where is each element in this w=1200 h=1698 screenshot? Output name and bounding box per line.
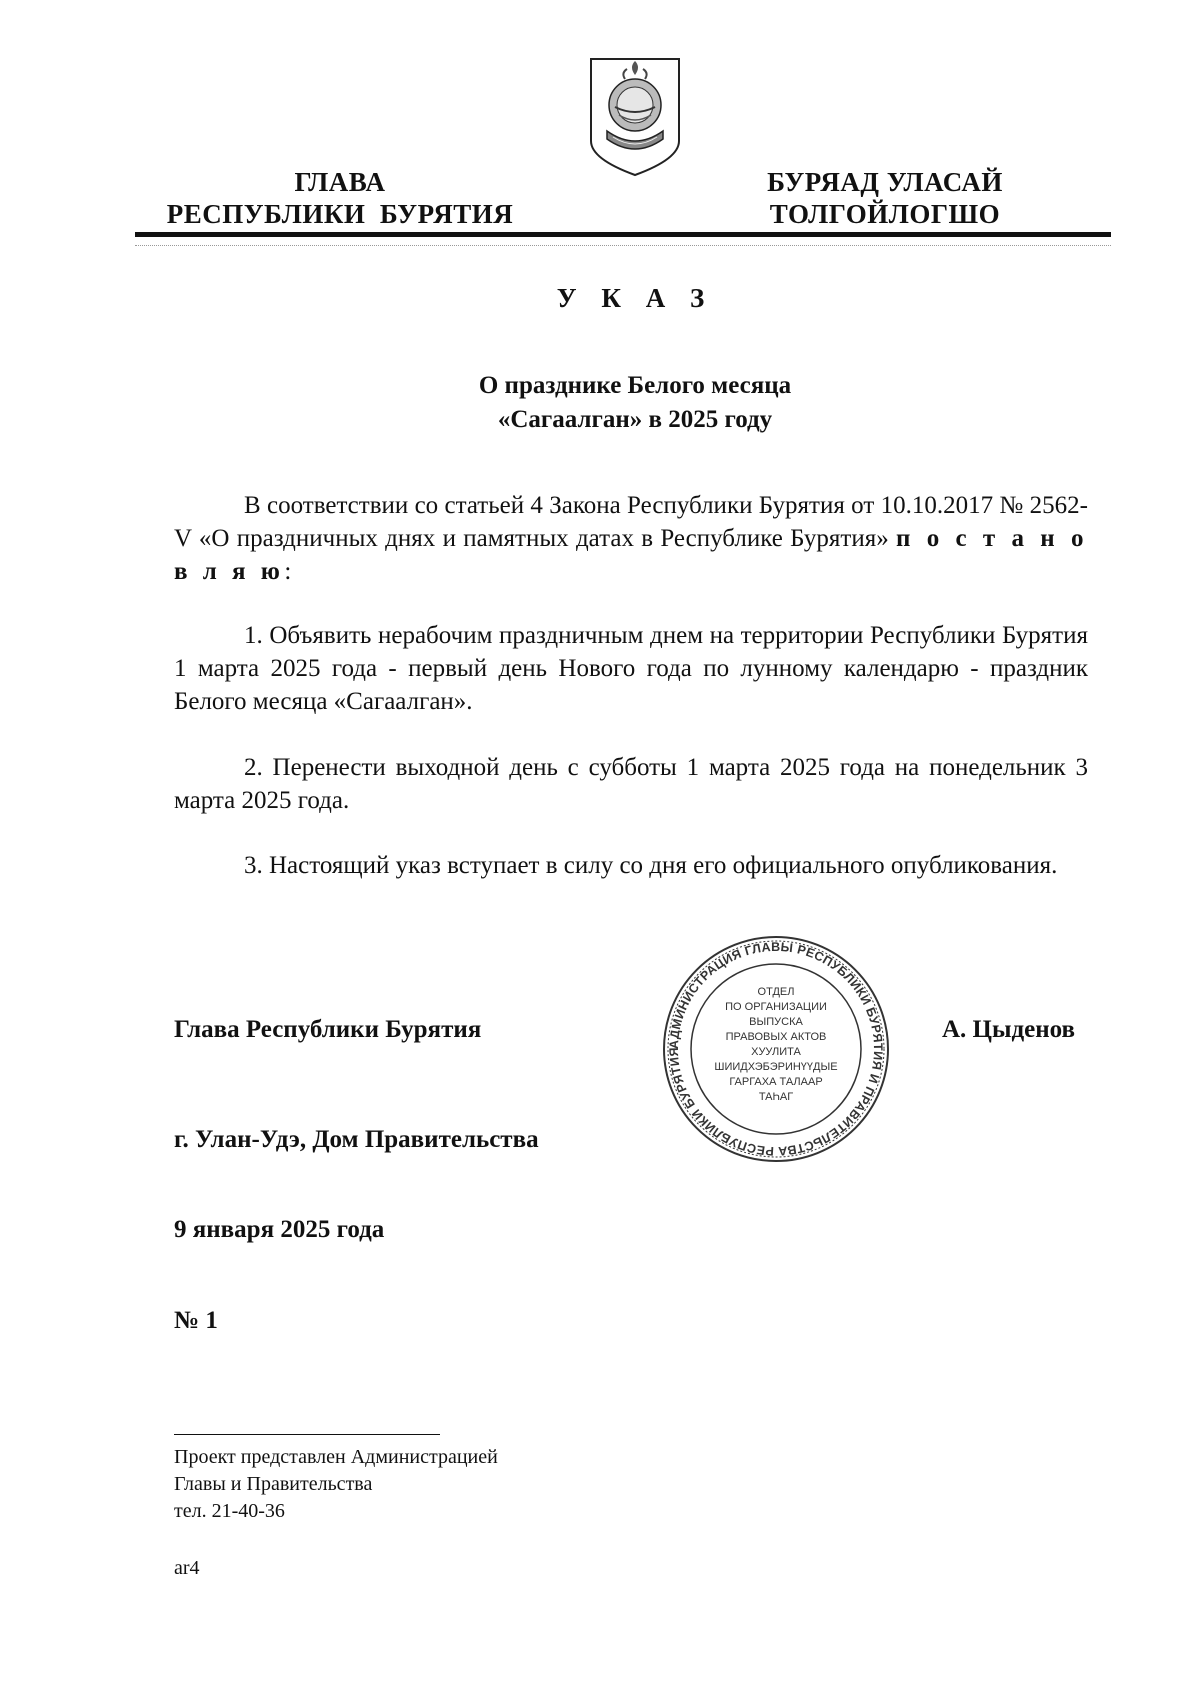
item-2: 2. Перенести выходной день с субботы 1 марта 2025 года на понедельник 3 марта 2025 года. — [174, 754, 1088, 814]
header-divider — [135, 232, 1111, 237]
seal-line-2: ПО ОРГАНИЗАЦИИ — [725, 1001, 827, 1013]
document-date: 9 января 2025 года — [174, 1216, 385, 1243]
document-number: № 1 — [174, 1307, 218, 1334]
subject-line1: О празднике Белого месяца — [478, 372, 792, 399]
preamble-text: В соответствии со статьей 4 Закона Республики Бурятия от 10.10.2017 № 2562-V «О праздничных днях и памятных датах в Республике Бурятия» — [174, 492, 1088, 552]
document-title: У К А З — [556, 283, 714, 313]
seal-line-5: ХУУЛИТА — [751, 1046, 801, 1058]
signature-name: А. Цыденов — [942, 1016, 1076, 1043]
footnote-line1: Проект представлен Администрацией — [174, 1446, 498, 1468]
official-seal — [660, 933, 892, 1165]
signature-position: Глава Республики Бурятия — [174, 1016, 482, 1043]
seal-line-4: ПРАВОВЫХ АКТОВ — [725, 1031, 827, 1043]
header-right-line2: ТОЛГОЙЛОГШО — [769, 199, 1001, 229]
seal-outer-text: АДМИНИСТРАЦИЯ ГЛАВЫ РЕСПУБЛИКИ БУРЯТИЯ И ПРАВИТЕЛЬСТВА РЕСПУБЛИКИ БУРЯТИЯ — [666, 939, 886, 1159]
seal-line-6: ШИИДХЭБЭРИНҮҮДЫЕ — [714, 1061, 838, 1073]
seal-line-3: ВЫПУСКА — [749, 1016, 803, 1028]
seal-line-1: ОТДЕЛ — [757, 986, 795, 998]
item-1: 1. Объявить нерабочим праздничным днем на территории Республики Бурятия 1 марта 2025 года - первый день Нового года по лунному календарю - праздник Белого месяца «Сагаалган». — [174, 622, 1088, 715]
preamble-colon: : — [284, 558, 292, 585]
item-3: 3. Настоящий указ вступает в силу со дня его официального опубликования. — [244, 852, 1058, 879]
header-left — [135, 166, 545, 230]
header-right-line1: БУРЯАД УЛАСАЙ — [767, 167, 1003, 197]
footnote — [174, 1444, 498, 1525]
seal-line-7: ГАРГАХА ТАЛААР — [729, 1076, 823, 1088]
document-code: ar4 — [174, 1557, 200, 1579]
footnote-divider — [174, 1434, 440, 1435]
buryatia-coat-of-arms-icon — [585, 55, 685, 179]
header-left-line2: РЕСПУБЛИКИ БУРЯТИЯ — [166, 199, 514, 229]
decree-word: п о с т а н о в л я ю — [174, 525, 1089, 585]
subject-line2: «Сагаалган» в 2025 году — [497, 406, 773, 433]
place-of-signing: г. Улан-Удэ, Дом Правительства — [174, 1126, 539, 1153]
footnote-line2: Главы и Правительства — [174, 1473, 373, 1495]
header-right — [745, 166, 1025, 230]
seal-line-8: ТАҺАГ — [758, 1091, 794, 1103]
document-subject — [0, 369, 1200, 437]
header-divider-thin — [135, 245, 1111, 246]
header-left-line1: ГЛАВА — [294, 167, 386, 197]
footnote-line3: тел. 21-40-36 — [174, 1500, 285, 1522]
preamble-paragraph — [174, 489, 1088, 588]
